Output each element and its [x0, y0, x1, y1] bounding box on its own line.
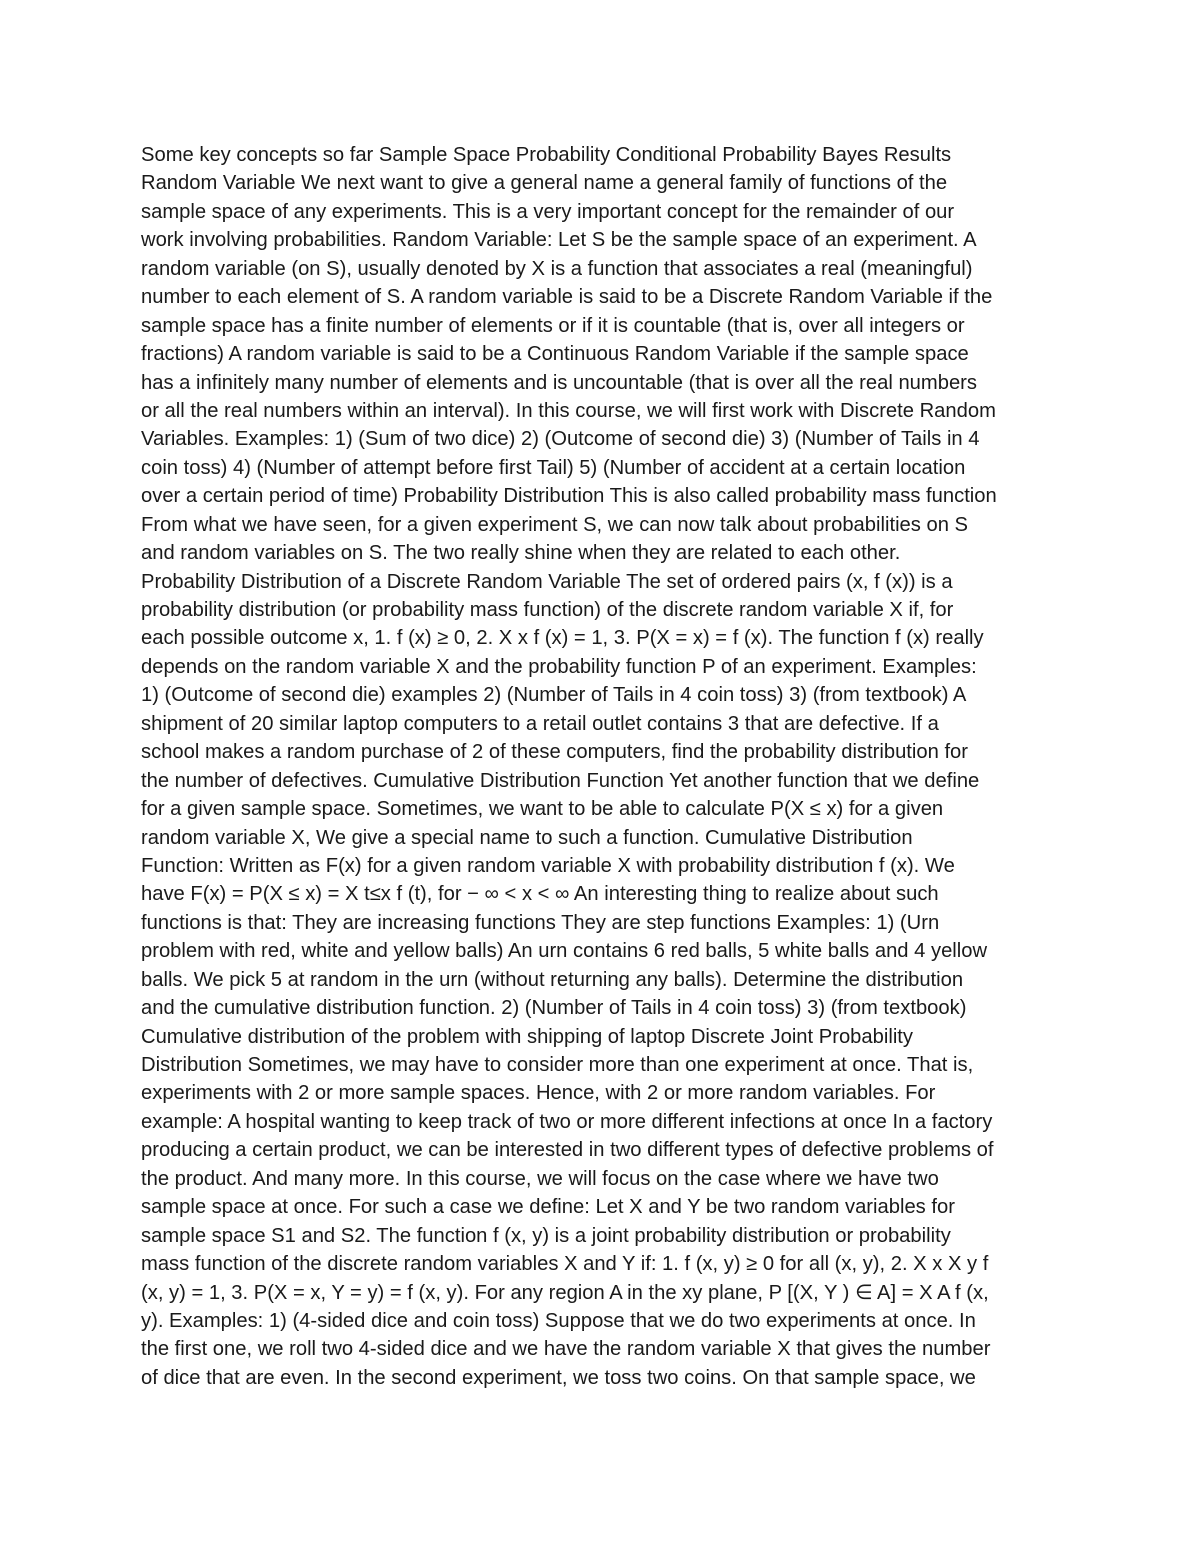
text-line: the first one, we roll two 4-sided dice and we have the random variable X that gives the number [141, 1338, 991, 1361]
text-line: From what we have seen, for a given experiment S, we can now talk about probabilities on S [141, 513, 969, 536]
text-line: work involving probabilities. Random Variable: Let S be the sample space of an experiment. A [141, 229, 977, 252]
text-line: each possible outcome x, 1. f (x) ≥ 0, 2. X x f (x) = 1, 3. P(X = x) = f (x). The function f (x) really [141, 627, 984, 650]
text-line: balls. We pick 5 at random in the urn (without returning any balls). Determine the distribution [141, 968, 964, 991]
text-line: shipment of 20 similar laptop computers to a retail outlet contains 3 that are defective. If a [141, 712, 939, 735]
text-line: depends on the random variable X and the probability function P of an experiment. Examples: [141, 655, 977, 678]
text-line: probability distribution (or probability mass function) of the discrete random variable X if, for [141, 599, 954, 621]
text-line: Cumulative distribution of the problem with shipping of laptop Discrete Joint Probability [141, 1025, 914, 1048]
text-line: and random variables on S. The two really shine when they are related to each other. [141, 542, 901, 565]
text-line: the number of defectives. Cumulative Distribution Function Yet another function that we define [141, 769, 980, 792]
text-line: sample space has a finite number of elements or if it is countable (that is, over all integers or [141, 314, 965, 337]
text-line: (x, y) = 1, 3. P(X = x, Y = y) = f (x, y). For any region A in the xy plane, P [(X, Y ) ∈ A] = X A f (x, [141, 1281, 989, 1304]
text-line: the product. And many more. In this course, we will focus on the case where we have two [141, 1167, 939, 1190]
body-text [141, 141, 1081, 1392]
text-line: mass function of the discrete random variables X and Y if: 1. f (x, y) ≥ 0 for all (x, y), 2. X x X y f [141, 1253, 989, 1276]
text-line: sample space of any experiments. This is a very important concept for the remainder of our [141, 200, 955, 223]
text-line: random variable X, We give a special name to such a function. Cumulative Distribution [141, 826, 913, 849]
text-line: for a given sample space. Sometimes, we want to be able to calculate P(X ≤ x) for a given [141, 798, 944, 821]
text-line: sample space S1 and S2. The function f (x, y) is a joint probability distribution or probability [141, 1224, 951, 1247]
text-line: example: A hospital wanting to keep track of two or more different infections at once In a factory [141, 1110, 993, 1133]
text-line: experiments with 2 or more sample spaces. Hence, with 2 or more random variables. For [141, 1082, 936, 1105]
text-line: 1) (Outcome of second die) examples 2) (Number of Tails in 4 coin toss) 3) (from textbook) A [141, 684, 967, 707]
text-line: school makes a random purchase of 2 of these computers, find the probability distribution for [141, 741, 969, 764]
text-line: has a infinitely many number of elements and is uncountable (that is over all the real numbers [141, 371, 977, 394]
text-line: or all the real numbers within an interval). In this course, we will first work with Discrete Random [141, 399, 996, 422]
text-line: of dice that are even. In the second experiment, we toss two coins. On that sample space, we [141, 1366, 976, 1389]
text-line: number to each element of S. A random variable is said to be a Discrete Random Variable if the [141, 286, 993, 309]
text-line: coin toss) 4) (Number of attempt before first Tail) 5) (Number of accident at a certain location [141, 456, 966, 479]
text-line: Probability Distribution of a Discrete Random Variable The set of ordered pairs (x, f (x)) is a [141, 570, 953, 593]
text-line: Random Variable We next want to give a general name a general family of functions of the [141, 172, 948, 195]
text-line: y). Examples: 1) (4-sided dice and coin toss) Suppose that we do two experiments at once. In [141, 1309, 976, 1332]
text-line: and the cumulative distribution function. 2) (Number of Tails in 4 coin toss) 3) (from textbook) [141, 997, 967, 1020]
text-line: Some key concepts so far Sample Space Probability Conditional Probability Bayes Results [141, 144, 952, 166]
text-line: Function: Written as F(x) for a given random variable X with probability distribution f (x). We [141, 854, 955, 877]
text-line: random variable (on S), usually denoted by X is a function that associates a real (meaningful) [141, 257, 973, 280]
text-line: producing a certain product, we can be interested in two different types of defective problems of [141, 1139, 994, 1162]
text-line: problem with red, white and yellow balls) An urn contains 6 red balls, 5 white balls and 4 yellow [141, 940, 988, 963]
text-line: fractions) A random variable is said to be a Continuous Random Variable if the sample space [141, 343, 969, 366]
text-line: Variables. Examples: 1) (Sum of two dice) 2) (Outcome of second die) 3) (Number of Tails in 4 [141, 428, 980, 451]
text-line: functions is that: They are increasing functions They are step functions Examples: 1) (Urn [141, 911, 940, 934]
text-line: have F(x) = P(X ≤ x) = X t≤x f (t), for − ∞ < x < ∞ An interesting thing to realize about such [141, 883, 939, 906]
text-line: Distribution Sometimes, we may have to consider more than one experiment at once. That is, [141, 1054, 974, 1076]
text-line: over a certain period of time) Probability Distribution This is also called probability mass function [141, 485, 997, 508]
text-line: sample space at once. For such a case we define: Let X and Y be two random variables for [141, 1196, 955, 1219]
